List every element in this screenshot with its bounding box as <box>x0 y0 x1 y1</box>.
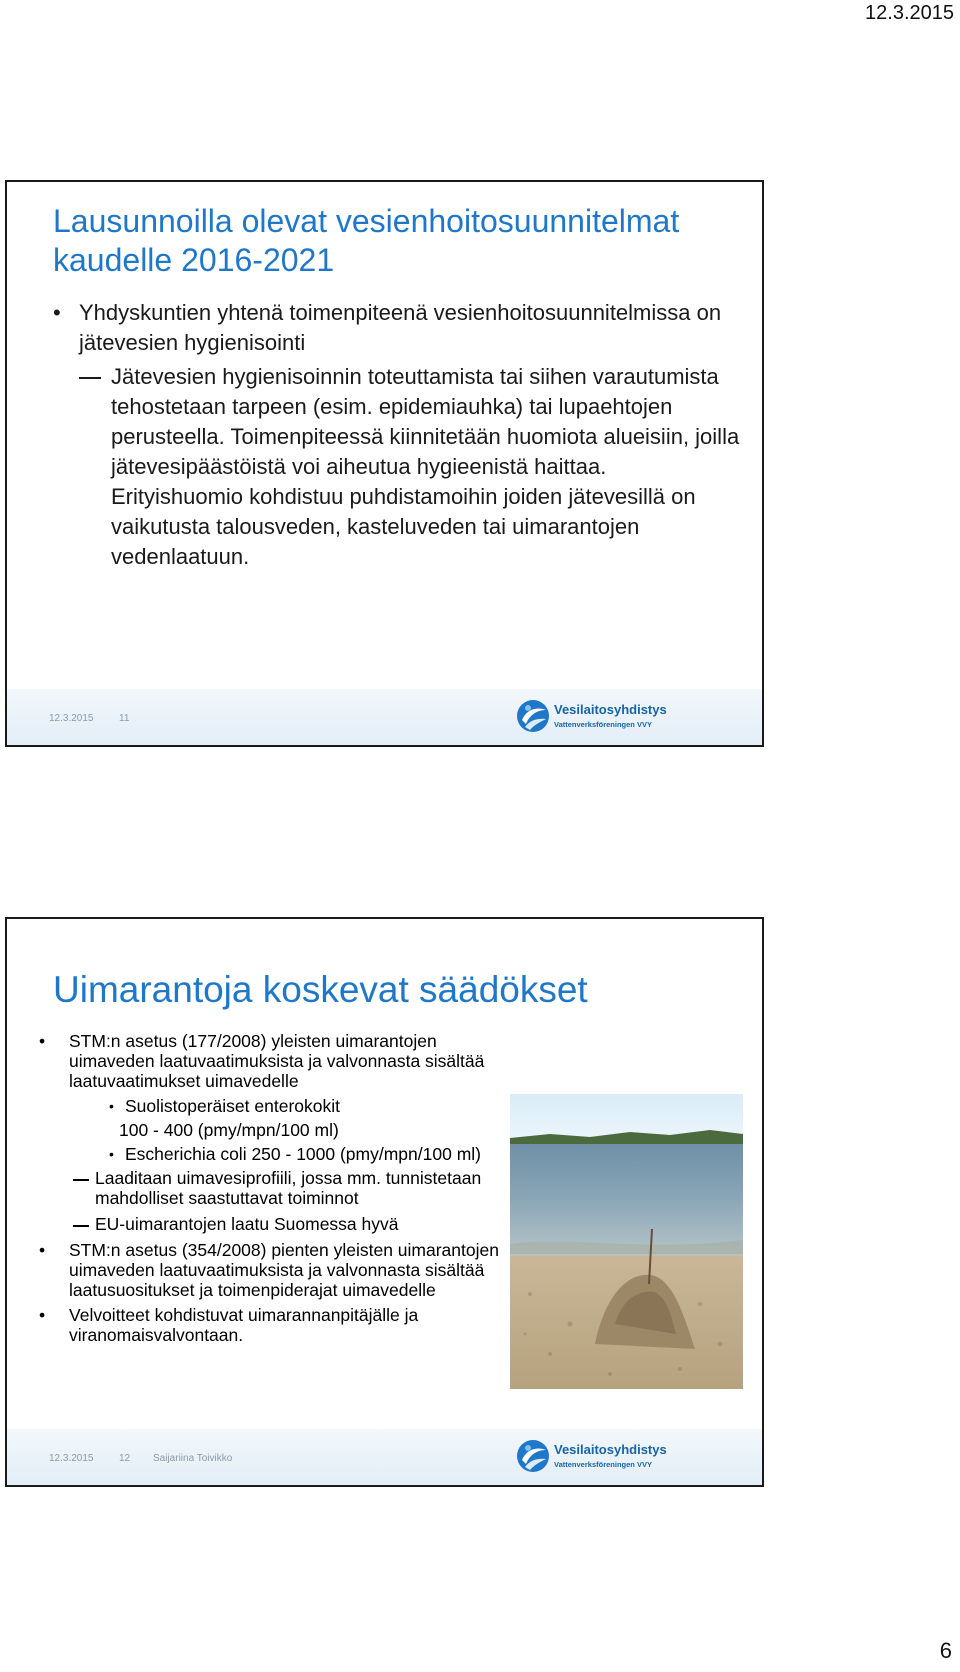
sub-bullet-item: EU-uimarantojen laatu Suomessa hyvä <box>35 1214 515 1234</box>
footer-date: 12.3.2015 <box>49 1453 94 1464</box>
beach-sandcastle-photo <box>510 1094 743 1389</box>
sub-sub-bullet-value: 100 - 400 (pmy/mpn/100 ml) <box>119 1120 339 1140</box>
slide-footer <box>7 689 762 745</box>
footer-date: 12.3.2015 <box>49 713 94 724</box>
slide-number: 11 <box>119 713 130 724</box>
water-drop-logo-icon <box>516 698 550 734</box>
logo-subtitle: Vattenverksföreningen VVY <box>554 720 652 729</box>
slide-body <box>35 1031 515 1350</box>
slide-number: 12 <box>119 1453 131 1464</box>
slide-title: Uimarantoja koskevat säädökset <box>53 969 588 1010</box>
logo-name: Vesilaitosyhdistys <box>554 1442 667 1457</box>
sub-bullet-item: Jätevesien hygienisoinnin toteuttamista tai siihen varautumista tehostetaan tarpeen (esim. epidemiauhka) tai lupaehtojen perusteella. Toimenpiteessä kiinnitetään huomiota alueisiin, joilla jätevesipäästöistä voi aiheutua hygieenistä haittaa. Erityishuomio kohdistuu puhdistamoihin joiden jätevesillä on vaikutusta talousveden, kasteluveden tai uimarantojen vedenlaatuun. <box>53 362 743 572</box>
logo-subtitle: Vattenverksföreningen VVY <box>554 1460 652 1469</box>
sub-bullet-item: Laaditaan uimavesiprofiili, jossa mm. tunnistetaan mahdolliset saastuttavat toiminnot <box>35 1168 515 1208</box>
footer-author: Saijariina Toivikko <box>153 1453 233 1464</box>
bullet-item: • Velvoitteet kohdistuvat uimarannanpitäjälle ja viranomaisvalvontaan. <box>35 1305 515 1345</box>
slide-title: Lausunnoilla olevat vesienhoitosuunnitelmat kaudelle 2016-2021 <box>53 203 680 278</box>
slide-11 <box>5 180 764 747</box>
slide-footer <box>7 1429 762 1485</box>
page-date: 12.3.2015 <box>865 2 954 24</box>
page-number: 6 <box>939 1638 952 1663</box>
water-drop-logo-icon <box>516 1438 550 1474</box>
logo-name: Vesilaitosyhdistys <box>554 702 667 717</box>
sub-sub-bullet-item: • Escherichia coli 250 - 1000 (pmy/mpn/100 ml) <box>35 1144 515 1164</box>
vesilaitosyhdistys-logo <box>516 698 666 736</box>
vesilaitosyhdistys-logo <box>516 1438 666 1476</box>
slide-12 <box>5 917 764 1487</box>
bullet-item: • Yhdyskuntien yhtenä toimenpiteenä vesienhoitosuunnitelmissa on jätevesien hygienisointi <box>53 298 743 358</box>
sub-sub-bullet-item: • Suolistoperäiset enterokokit <box>35 1096 515 1116</box>
bullet-item: • STM:n asetus (177/2008) yleisten uimarantojen uimaveden laatuvaatimuksista ja valvonnasta sisältää laatuvaatimukset uimavedelle <box>35 1031 515 1091</box>
slide-body <box>53 298 743 572</box>
bullet-item: • STM:n asetus (354/2008) pienten yleisten uimarantojen uimaveden laatuvaatimuksista ja valvonnasta sisältää laatusuositukset ja toimenpiderajat uimavedelle <box>35 1240 515 1300</box>
